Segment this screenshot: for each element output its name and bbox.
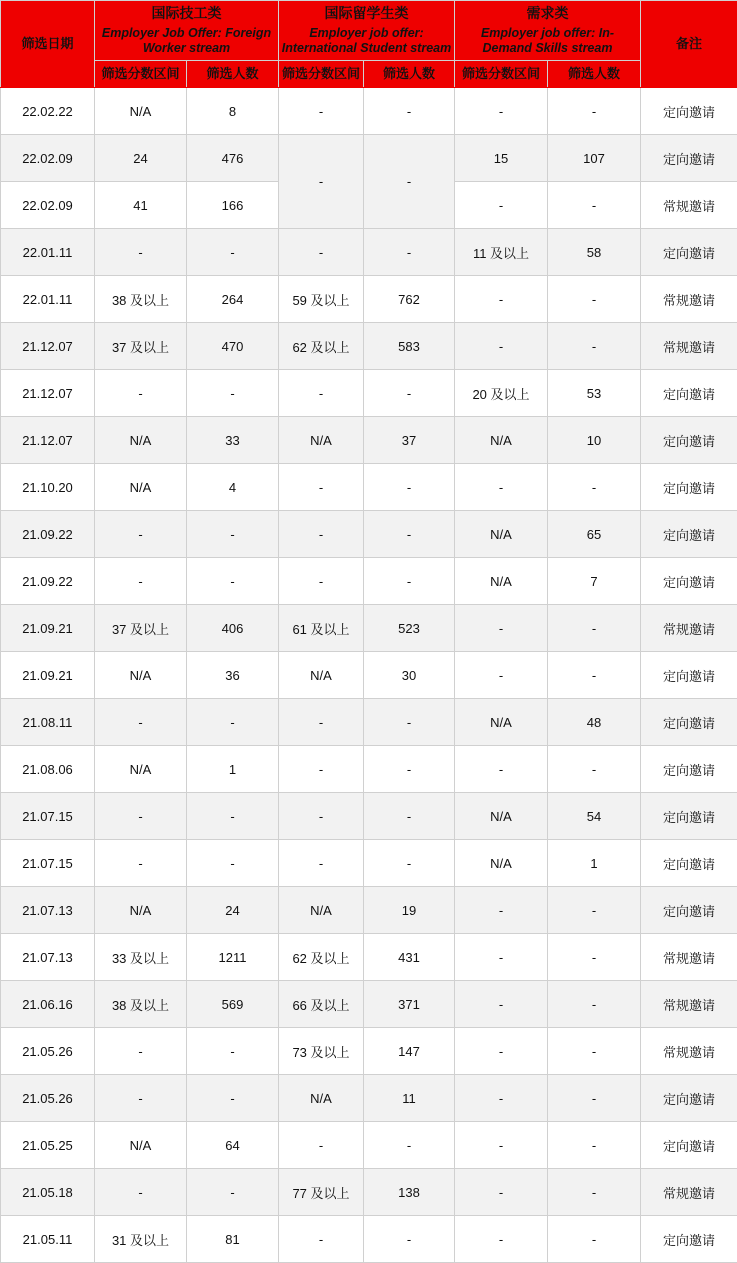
cell-is-score: - (279, 511, 364, 558)
cell-is-count: - (364, 840, 455, 887)
cell-draw-date: 21.10.20 (1, 464, 95, 511)
header-draw-date: 筛选日期 (1, 1, 95, 88)
cell-draw-date: 21.06.16 (1, 981, 95, 1028)
cell-fw-count: 166 (187, 182, 279, 229)
cell-fw-score: - (95, 793, 187, 840)
cell-fw-count: - (187, 840, 279, 887)
cell-fw-count: - (187, 793, 279, 840)
cell-note: 常规邀请 (641, 1028, 737, 1075)
table-row (1, 746, 737, 793)
cell-ids-score: - (455, 276, 548, 323)
cell-fw-score: 33 及以上 (95, 934, 187, 981)
cell-fw-score: N/A (95, 652, 187, 699)
cell-fw-score: N/A (95, 417, 187, 464)
cell-note: 定向邀请 (641, 135, 737, 182)
cell-ids-count: - (548, 887, 641, 934)
cell-ids-count: - (548, 1075, 641, 1122)
header-group-international-student-en: Employer job offer: International Student stream (281, 26, 452, 57)
cell-ids-count: 54 (548, 793, 641, 840)
cell-ids-count: - (548, 464, 641, 511)
cell-is-count: 138 (364, 1169, 455, 1216)
cell-ids-score: - (455, 605, 548, 652)
table-row (1, 1169, 737, 1216)
cell-is-count: 37 (364, 417, 455, 464)
cell-fw-score: - (95, 840, 187, 887)
cell-note: 定向邀请 (641, 1075, 737, 1122)
cell-ids-score: - (455, 464, 548, 511)
cell-fw-score: 37 及以上 (95, 323, 187, 370)
cell-is-count: - (364, 511, 455, 558)
cell-fw-count: - (187, 1028, 279, 1075)
cell-is-count: 583 (364, 323, 455, 370)
cell-is-score: - (279, 840, 364, 887)
cell-is-count: - (364, 1122, 455, 1169)
cell-ids-score: N/A (455, 699, 548, 746)
cell-is-count: 30 (364, 652, 455, 699)
cell-note: 常规邀请 (641, 981, 737, 1028)
table-row (1, 887, 737, 934)
cell-is-count: 762 (364, 276, 455, 323)
cell-fw-score: 38 及以上 (95, 276, 187, 323)
cell-note: 定向邀请 (641, 699, 737, 746)
cell-draw-date: 21.07.13 (1, 887, 95, 934)
cell-draw-date: 22.02.09 (1, 135, 95, 182)
cell-draw-date: 21.07.13 (1, 934, 95, 981)
cell-fw-count: - (187, 699, 279, 746)
table-row (1, 511, 737, 558)
header-row-groups (1, 1, 737, 61)
cell-ids-score: 11 及以上 (455, 229, 548, 276)
cell-fw-score: - (95, 699, 187, 746)
table-row (1, 558, 737, 605)
cell-fw-score: 38 及以上 (95, 981, 187, 1028)
cell-fw-score: - (95, 229, 187, 276)
cell-is-score: N/A (279, 417, 364, 464)
cell-ids-count: - (548, 934, 641, 981)
cell-note: 定向邀请 (641, 370, 737, 417)
cell-is-score: N/A (279, 887, 364, 934)
table-row (1, 605, 737, 652)
cell-is-score: 59 及以上 (279, 276, 364, 323)
cell-ids-count: - (548, 605, 641, 652)
cell-fw-score: N/A (95, 88, 187, 135)
cell-fw-count: - (187, 1169, 279, 1216)
header-sub-is-count: 筛选人数 (364, 61, 455, 88)
cell-is-count: - (364, 1216, 455, 1263)
cell-ids-score: N/A (455, 511, 548, 558)
cell-is-score: 73 及以上 (279, 1028, 364, 1075)
cell-draw-date: 21.08.06 (1, 746, 95, 793)
table-row (1, 793, 737, 840)
cell-fw-score: - (95, 1028, 187, 1075)
cell-is-count: - (364, 464, 455, 511)
cell-fw-count: 406 (187, 605, 279, 652)
cell-fw-count: - (187, 511, 279, 558)
cell-fw-count: 1 (187, 746, 279, 793)
table-row (1, 417, 737, 464)
cell-is-score: - (279, 229, 364, 276)
cell-ids-score: - (455, 1075, 548, 1122)
cell-ids-score: - (455, 934, 548, 981)
cell-is-score: - (279, 135, 364, 229)
table-row (1, 652, 737, 699)
cell-draw-date: 21.05.18 (1, 1169, 95, 1216)
table-row (1, 840, 737, 887)
cell-is-count: - (364, 135, 455, 229)
header-group-foreign-worker-cn: 国际技工类 (97, 5, 276, 23)
cell-is-score: - (279, 558, 364, 605)
cell-fw-score: - (95, 1075, 187, 1122)
cell-ids-count: - (548, 1216, 641, 1263)
cell-note: 常规邀请 (641, 934, 737, 981)
table-row (1, 934, 737, 981)
header-sub-fw-count: 筛选人数 (187, 61, 279, 88)
cell-ids-count: 53 (548, 370, 641, 417)
cell-ids-count: - (548, 981, 641, 1028)
header-group-international-student-cn: 国际留学生类 (281, 5, 452, 23)
cell-fw-count: 8 (187, 88, 279, 135)
cell-fw-count: - (187, 558, 279, 605)
cell-fw-score: N/A (95, 1122, 187, 1169)
cell-ids-score: - (455, 746, 548, 793)
table-row (1, 135, 737, 182)
cell-fw-count: 81 (187, 1216, 279, 1263)
table-row (1, 1122, 737, 1169)
cell-fw-count: 64 (187, 1122, 279, 1169)
table-row (1, 464, 737, 511)
cell-draw-date: 21.07.15 (1, 793, 95, 840)
cell-fw-count: 569 (187, 981, 279, 1028)
cell-ids-score: - (455, 652, 548, 699)
cell-draw-date: 22.01.11 (1, 276, 95, 323)
cell-ids-score: - (455, 182, 548, 229)
table-row (1, 276, 737, 323)
cell-fw-count: 476 (187, 135, 279, 182)
cell-is-score: 62 及以上 (279, 323, 364, 370)
cell-fw-count: - (187, 229, 279, 276)
cell-draw-date: 21.07.15 (1, 840, 95, 887)
cell-note: 定向邀请 (641, 746, 737, 793)
cell-ids-count: 1 (548, 840, 641, 887)
cell-ids-count: - (548, 182, 641, 229)
cell-ids-count: 58 (548, 229, 641, 276)
cell-is-score: - (279, 699, 364, 746)
cell-is-count: - (364, 699, 455, 746)
cell-draw-date: 21.05.26 (1, 1028, 95, 1075)
cell-draw-date: 21.09.21 (1, 652, 95, 699)
cell-ids-score: - (455, 88, 548, 135)
cell-fw-count: 36 (187, 652, 279, 699)
cell-fw-score: N/A (95, 464, 187, 511)
cell-note: 定向邀请 (641, 417, 737, 464)
cell-draw-date: 21.09.21 (1, 605, 95, 652)
cell-ids-count: - (548, 1028, 641, 1075)
cell-draw-date: 21.12.07 (1, 370, 95, 417)
cell-is-score: 77 及以上 (279, 1169, 364, 1216)
cell-ids-score: N/A (455, 558, 548, 605)
header-group-foreign-worker-en: Employer Job Offer: Foreign Worker stream (97, 26, 276, 57)
cell-ids-score: 20 及以上 (455, 370, 548, 417)
cell-is-score: - (279, 1216, 364, 1263)
header-group-international-student (279, 1, 455, 61)
cell-ids-score: - (455, 1122, 548, 1169)
cell-draw-date: 21.09.22 (1, 511, 95, 558)
cell-is-count: - (364, 229, 455, 276)
cell-fw-score: 37 及以上 (95, 605, 187, 652)
cell-fw-count: - (187, 1075, 279, 1122)
cell-note: 定向邀请 (641, 558, 737, 605)
cell-ids-count: - (548, 746, 641, 793)
cell-ids-count: - (548, 652, 641, 699)
cell-ids-score: N/A (455, 417, 548, 464)
cell-is-count: - (364, 88, 455, 135)
cell-fw-count: 24 (187, 887, 279, 934)
table-row (1, 1028, 737, 1075)
cell-fw-count: 470 (187, 323, 279, 370)
cell-draw-date: 21.08.11 (1, 699, 95, 746)
cell-is-count: - (364, 793, 455, 840)
cell-draw-date: 22.02.09 (1, 182, 95, 229)
cell-is-score: - (279, 370, 364, 417)
cell-fw-score: - (95, 370, 187, 417)
cell-note: 常规邀请 (641, 1169, 737, 1216)
cell-draw-date: 21.12.07 (1, 417, 95, 464)
cell-is-score: N/A (279, 652, 364, 699)
header-group-in-demand-skills-en: Employer job offer: In-Demand Skills stream (457, 26, 638, 57)
cell-is-score: N/A (279, 1075, 364, 1122)
header-sub-is-score: 筛选分数区间 (279, 61, 364, 88)
cell-is-count: 147 (364, 1028, 455, 1075)
cell-ids-count: - (548, 88, 641, 135)
cell-is-score: 61 及以上 (279, 605, 364, 652)
cell-is-count: 431 (364, 934, 455, 981)
header-row-subcolumns (1, 61, 737, 88)
header-group-in-demand-skills (455, 1, 641, 61)
cell-fw-count: 33 (187, 417, 279, 464)
cell-is-score: 62 及以上 (279, 934, 364, 981)
cell-ids-score: N/A (455, 840, 548, 887)
cell-is-score: - (279, 464, 364, 511)
cell-ids-count: - (548, 1169, 641, 1216)
table-row (1, 323, 737, 370)
cell-draw-date: 21.05.11 (1, 1216, 95, 1263)
cell-fw-score: - (95, 511, 187, 558)
cell-ids-score: - (455, 887, 548, 934)
cell-is-count: 19 (364, 887, 455, 934)
cell-note: 定向邀请 (641, 511, 737, 558)
header-sub-ids-count: 筛选人数 (548, 61, 641, 88)
cell-ids-score: - (455, 323, 548, 370)
cell-is-count: 11 (364, 1075, 455, 1122)
cell-is-score: - (279, 88, 364, 135)
cell-is-count: - (364, 370, 455, 417)
cell-ids-score: N/A (455, 793, 548, 840)
cell-ids-count: 10 (548, 417, 641, 464)
cell-fw-count: 264 (187, 276, 279, 323)
cell-note: 定向邀请 (641, 229, 737, 276)
cell-ids-score: 15 (455, 135, 548, 182)
table-row (1, 1216, 737, 1263)
cell-note: 定向邀请 (641, 887, 737, 934)
cell-is-count: 523 (364, 605, 455, 652)
cell-ids-count: 48 (548, 699, 641, 746)
header-sub-ids-score: 筛选分数区间 (455, 61, 548, 88)
cell-note: 常规邀请 (641, 276, 737, 323)
cell-ids-count: 65 (548, 511, 641, 558)
cell-ids-score: - (455, 981, 548, 1028)
header-sub-fw-score: 筛选分数区间 (95, 61, 187, 88)
cell-fw-score: N/A (95, 746, 187, 793)
table-row (1, 229, 737, 276)
cell-fw-score: 31 及以上 (95, 1216, 187, 1263)
table-row (1, 370, 737, 417)
cell-note: 定向邀请 (641, 840, 737, 887)
cell-ids-count: - (548, 323, 641, 370)
cell-is-count: - (364, 746, 455, 793)
table-row (1, 88, 737, 135)
cell-note: 定向邀请 (641, 793, 737, 840)
cell-note: 定向邀请 (641, 1122, 737, 1169)
table-body (1, 88, 737, 1263)
cell-ids-count: - (548, 1122, 641, 1169)
cell-draw-date: 22.01.11 (1, 229, 95, 276)
table-row (1, 699, 737, 746)
cell-note: 常规邀请 (641, 182, 737, 229)
cell-note: 定向邀请 (641, 1216, 737, 1263)
cell-fw-score: - (95, 1169, 187, 1216)
cell-draw-date: 21.12.07 (1, 323, 95, 370)
cell-fw-count: 1211 (187, 934, 279, 981)
cell-ids-score: - (455, 1169, 548, 1216)
table-header (1, 1, 737, 88)
cell-note: 定向邀请 (641, 464, 737, 511)
cell-draw-date: 22.02.22 (1, 88, 95, 135)
cell-ids-count: 107 (548, 135, 641, 182)
cell-is-score: 66 及以上 (279, 981, 364, 1028)
table-row (1, 1075, 737, 1122)
cell-ids-score: - (455, 1028, 548, 1075)
cell-ids-count: 7 (548, 558, 641, 605)
cell-note: 常规邀请 (641, 323, 737, 370)
header-group-in-demand-skills-cn: 需求类 (457, 5, 638, 23)
cell-is-score: - (279, 1122, 364, 1169)
cell-fw-count: - (187, 370, 279, 417)
cell-is-count: 371 (364, 981, 455, 1028)
cell-note: 定向邀请 (641, 88, 737, 135)
cell-fw-score: - (95, 558, 187, 605)
cell-ids-score: - (455, 1216, 548, 1263)
cell-fw-score: 24 (95, 135, 187, 182)
cell-ids-count: - (548, 276, 641, 323)
header-note: 备注 (641, 1, 737, 88)
cell-draw-date: 21.05.25 (1, 1122, 95, 1169)
header-group-foreign-worker (95, 1, 279, 61)
cell-fw-score: 41 (95, 182, 187, 229)
cell-fw-count: 4 (187, 464, 279, 511)
cell-is-count: - (364, 558, 455, 605)
cell-note: 定向邀请 (641, 652, 737, 699)
cell-draw-date: 21.05.26 (1, 1075, 95, 1122)
cell-is-score: - (279, 793, 364, 840)
cell-fw-score: N/A (95, 887, 187, 934)
cell-draw-date: 21.09.22 (1, 558, 95, 605)
table-row (1, 981, 737, 1028)
cell-note: 常规邀请 (641, 605, 737, 652)
cell-is-score: - (279, 746, 364, 793)
